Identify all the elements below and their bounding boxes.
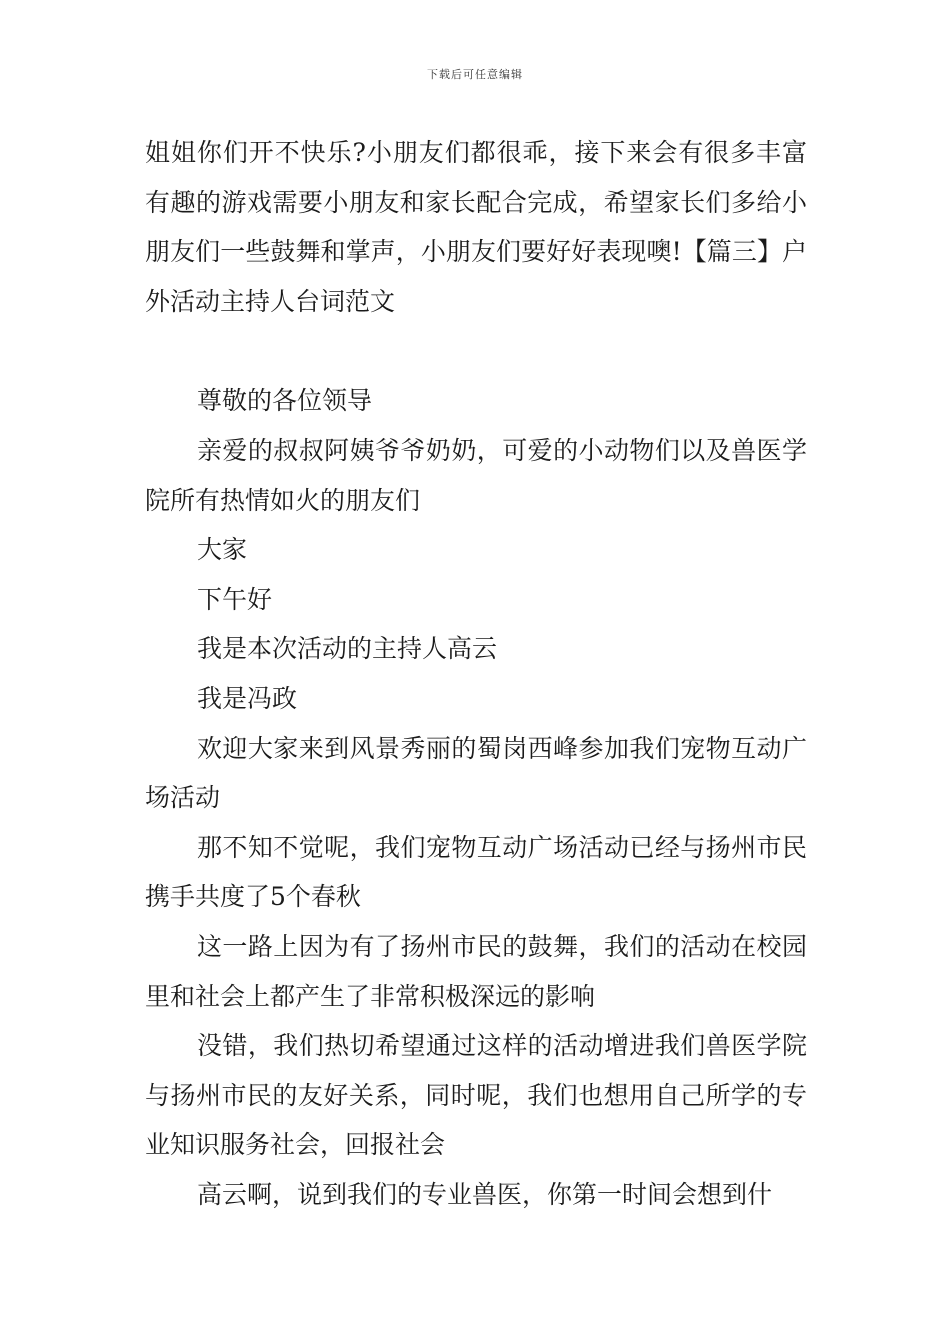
paragraph-greeting-leaders: 尊敬的各位领导 — [197, 386, 373, 416]
paragraph-question: 高云啊，说到我们的专业兽医，你第一时间会想到什 — [197, 1179, 773, 1209]
paragraph-good-afternoon: 下午好 — [197, 584, 273, 614]
paragraph-continuation: 姐姐你们开不快乐?小朋友们都很乖，接下来会有很多丰富有趣的游戏需要小朋友和家长配合完成，希望家长们多给小朋友们一些鼓舞和掌声，小朋友们要好好表现噢!【篇三】户外活动主持人台词范文 — [145, 138, 807, 316]
paragraph-welcome: 欢迎大家来到风景秀丽的蜀岗西峰参加我们宠物互动广场活动 — [145, 733, 807, 813]
document-body — [145, 128, 807, 1219]
paragraph-host-gaoyun: 我是本次活动的主持人高云 — [197, 634, 498, 664]
paragraph-greeting-friends: 亲爱的叔叔阿姨爷爷奶奶，可爱的小动物们以及兽医学院所有热情如火的朋友们 — [145, 435, 807, 515]
paragraph-five-years: 那不知不觉呢，我们宠物互动广场活动已经与扬州市民携手共度了5个春秋 — [145, 832, 807, 912]
paragraph-friendship: 没错，我们热切希望通过这样的活动增进我们兽医学院与扬州市民的友好关系，同时呢，我们也想用自己所学的专业知识服务社会，回报社会 — [145, 1031, 807, 1160]
paragraph-gap — [145, 326, 807, 376]
page-header: 下载后可任意编辑 — [427, 68, 523, 81]
paragraph-influence: 这一路上因为有了扬州市民的鼓舞，我们的活动在校园里和社会上都产生了非常积极深远的影响 — [145, 931, 807, 1011]
paragraph-everyone: 大家 — [197, 535, 248, 565]
paragraph-host-fengzheng: 我是冯政 — [197, 683, 298, 713]
